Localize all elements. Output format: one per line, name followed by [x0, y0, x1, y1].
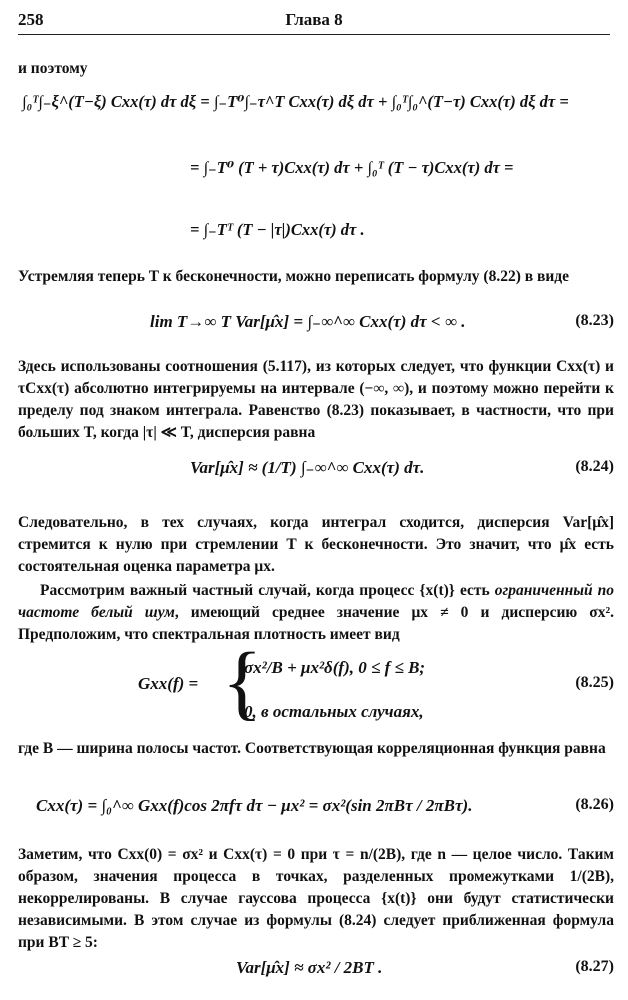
paragraph-4: Следовательно, в тех случаях, когда интеграл сходится, дисперсия Var[μ̂x] стремится к нулю при стремлении T к бесконечности. Это значит, что μ̂x есть состоятельная оценка параметра μx. [18, 514, 614, 575]
chapter-title: Глава 8 [285, 10, 343, 29]
page-header [18, 6, 610, 35]
equation-a-line1: ∫₀ᵀ∫₋ξ^(T−ξ) Cxx(τ) dτ dξ = ∫₋T⁰∫₋τ^T Cxx(τ) dξ dτ + ∫₀ᵀ∫₀^(T−τ) Cxx(τ) dξ dτ = [22, 92, 569, 111]
paragraph-6: где B — ширина полосы частот. Соответствующая корреляционная функция равна [18, 740, 606, 757]
equation-number-8-23: (8.23) [575, 312, 614, 329]
paragraph-5 [18, 580, 614, 646]
paragraph-5-emphasis: ограниченный по частоте белый шум [18, 582, 614, 621]
equation-number-8-27: (8.27) [575, 958, 614, 975]
paragraph-7: Заметим, что Cxx(0) = σx² и Cxx(τ) = 0 при τ = n/(2B), где n — целое число. Таким образом, значения процесса в точках, разделенных промежутками 1/(2B), некоррелированы. В случае гауссова процесса {x(t)} они будут статистически независимыми. В этом случае из формулы (8.24) следует приближенная формула при BT ≥ 5: [18, 846, 614, 951]
paragraph-5-text-b: , имеющий среднее значение μx ≠ 0 и дисперсию σx². Предположим, что спектральная плотность имеет вид [18, 604, 614, 643]
equation-number-8-24: (8.24) [575, 458, 614, 475]
paragraph-3: Здесь использованы соотношения (5.117), из которых следует, что функции Cxx(τ) и τCxx(τ) абсолютно интегрируемы на интервале (−∞, ∞), и поэтому можно перейти к пределу под знаком интеграла. Равенство (8.23) показывает, в частности, что при больших T, когда |τ| ≪ T, дисперсия равна [18, 358, 614, 441]
equation-number-8-26: (8.26) [575, 796, 614, 813]
paragraph-1: и поэтому [18, 60, 88, 77]
equation-8-25-case-1: σx²/B + μx²δ(f), 0 ≤ f ≤ B; [244, 658, 426, 677]
equation-8-26: Cxx(τ) = ∫₀^∞ Gxx(f)cos 2πfτ dτ − μx² = σx²(sin 2πBτ / 2πBτ). [36, 796, 473, 815]
equation-8-25-lhs: Gxx(f) = [138, 674, 199, 693]
equation-8-24: Var[μ̂x] ≈ (1/T) ∫₋∞^∞ Cxx(τ) dτ. [190, 458, 425, 477]
paragraph-2: Устремляя теперь T к бесконечности, можно переписать формулу (8.22) в виде [18, 268, 569, 285]
equation-8-27: Var[μ̂x] ≈ σx² / 2BT . [236, 958, 383, 977]
equation-a-line2: = ∫₋T⁰ (T + τ)Cxx(τ) dτ + ∫₀ᵀ (T − τ)Cxx(τ) dτ = [190, 158, 514, 177]
equation-8-25-brace: { [222, 636, 263, 729]
page-number: 258 [18, 10, 44, 29]
equation-8-25-case-2: 0, в остальных случаях, [244, 702, 424, 721]
paragraph-5-text-a: Рассмотрим важный частный случай, когда процесс {x(t)} есть [40, 582, 495, 599]
equation-8-23: lim T→∞ T Var[μ̂x] = ∫₋∞^∞ Cxx(τ) dτ < ∞ . [150, 312, 466, 331]
equation-a-line3: = ∫₋Tᵀ (T − |τ|)Cxx(τ) dτ . [190, 220, 365, 239]
equation-number-8-25: (8.25) [575, 674, 614, 691]
